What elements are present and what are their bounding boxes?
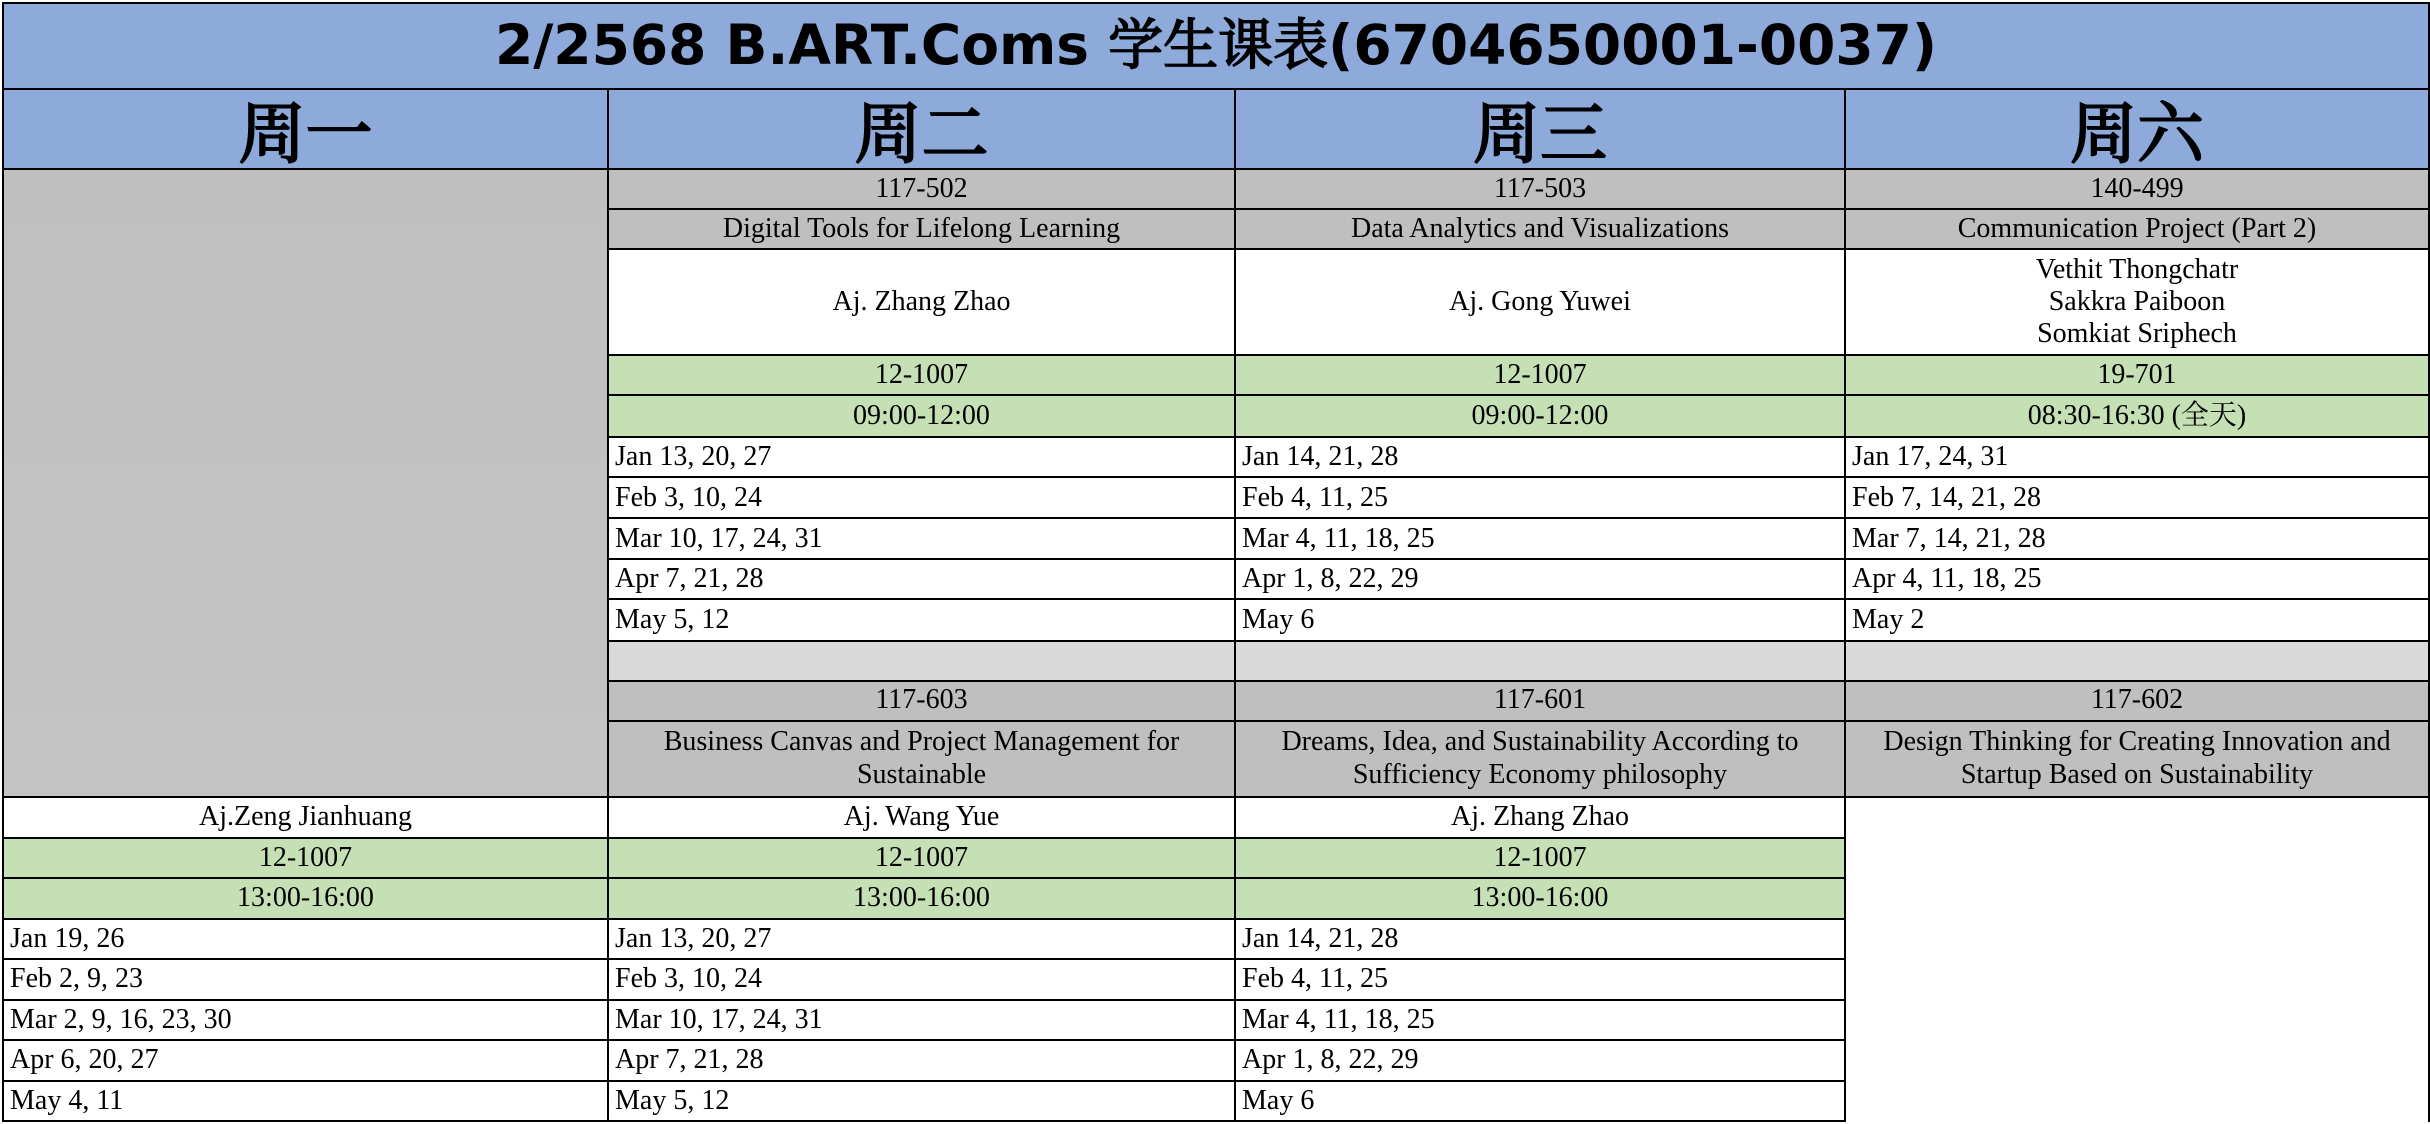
class-time: 13:00-16:00: [3, 878, 608, 919]
room-number: 12-1007: [1235, 355, 1845, 395]
course-name-line: Design Thinking for Creating Innovation and: [1883, 726, 2391, 758]
day-header-wednesday: 周三: [1235, 89, 1845, 169]
room-number: 19-701: [1845, 355, 2429, 395]
day-header-row: [3, 89, 2429, 169]
session-dates: Feb 7, 14, 21, 28: [1845, 477, 2429, 518]
course-code: 140-499: [1845, 169, 2429, 209]
teacher-name: Somkiat Sriphech: [2037, 318, 2237, 350]
course-code: 117-603: [608, 681, 1235, 721]
page-title: 2/2568 B.ART.Coms 学生课表(6704650001-0037): [3, 3, 2429, 89]
session-dates: Feb 4, 11, 25: [1235, 477, 1845, 518]
session-dates: Feb 2, 9, 23: [3, 959, 608, 1000]
session-dates: Jan 19, 26: [3, 919, 608, 959]
session-dates: Mar 4, 11, 18, 25: [1235, 518, 1845, 559]
session-dates: Apr 7, 21, 28: [608, 1040, 1235, 1081]
course-name: Communication Project (Part 2): [1845, 209, 2429, 249]
session-dates: May 4, 11: [3, 1081, 608, 1121]
session-dates: Apr 6, 20, 27: [3, 1040, 608, 1081]
teacher-name: Aj. Wang Yue: [608, 797, 1235, 838]
session-dates: Apr 7, 21, 28: [608, 559, 1235, 599]
spacer-cell: [1845, 641, 2429, 681]
session-dates: Feb 3, 10, 24: [608, 477, 1235, 518]
spacer-cell: [608, 641, 1235, 681]
class-time: 09:00-12:00: [608, 395, 1235, 437]
title-row: [3, 3, 2429, 89]
session-dates: Jan 13, 20, 27: [608, 437, 1235, 477]
course-code: 117-502: [608, 169, 1235, 209]
monday-morning-empty-cell: [3, 169, 608, 797]
session-dates: Mar 7, 14, 21, 28: [1845, 518, 2429, 559]
session-dates: Jan 14, 21, 28: [1235, 437, 1845, 477]
teacher-name: Aj. Zhang Zhao: [1235, 797, 1845, 838]
course-name: [608, 721, 1235, 797]
course-name-line: Business Canvas and Project Management for: [663, 726, 1180, 758]
session-dates: Mar 4, 11, 18, 25: [1235, 1000, 1845, 1040]
class-time: 13:00-16:00: [1235, 878, 1845, 919]
day-header-tuesday: 周二: [608, 89, 1235, 169]
session-dates: Apr 1, 8, 22, 29: [1235, 559, 1845, 599]
session-dates: Apr 1, 8, 22, 29: [1235, 1040, 1845, 1081]
day-header-saturday: 周六: [1845, 89, 2429, 169]
teacher-name: Vethit Thongchatr: [2035, 253, 2239, 285]
session-dates: Feb 4, 11, 25: [1235, 959, 1845, 1000]
session-dates: May 6: [1235, 599, 1845, 640]
teacher-list: [1845, 249, 2429, 355]
session-dates: Jan 14, 21, 28: [1235, 919, 1845, 959]
session-dates: Feb 3, 10, 24: [608, 959, 1235, 1000]
spacer-cell: [1235, 641, 1845, 681]
course-code: 117-601: [1235, 681, 1845, 721]
room-number: 12-1007: [608, 355, 1235, 395]
course-name-line: Sustainable: [856, 758, 987, 790]
course-code: 117-503: [1235, 169, 1845, 209]
class-time: 09:00-12:00: [1235, 395, 1845, 437]
room-number: 12-1007: [1235, 838, 1845, 878]
schedule-table: [2, 2, 2430, 1122]
course-code: 117-602: [1845, 681, 2429, 721]
course-name: [1235, 721, 1845, 797]
course-name: Data Analytics and Visualizations: [1235, 209, 1845, 249]
course-name-line: Sufficiency Economy philosophy: [1352, 758, 1728, 790]
teacher-name: Sakkra Paiboon: [2048, 286, 2226, 318]
session-dates: May 5, 12: [608, 1081, 1235, 1121]
room-number: 12-1007: [608, 838, 1235, 878]
session-dates: Mar 10, 17, 24, 31: [608, 518, 1235, 559]
session-dates: May 2: [1845, 599, 2429, 640]
class-time: 08:30-16:30 (全天): [1845, 395, 2429, 437]
course-name: [1845, 721, 2429, 797]
course-name-line: Dreams, Idea, and Sustainability According to: [1281, 726, 1799, 758]
class-time: 13:00-16:00: [608, 878, 1235, 919]
teacher-name: Aj.Zeng Jianhuang: [3, 797, 608, 838]
teacher-name: Aj. Zhang Zhao: [608, 249, 1235, 355]
course-name: Digital Tools for Lifelong Learning: [608, 209, 1235, 249]
session-dates: Apr 4, 11, 18, 25: [1845, 559, 2429, 599]
teacher-name: Aj. Gong Yuwei: [1235, 249, 1845, 355]
session-dates: May 5, 12: [608, 599, 1235, 640]
session-dates: Jan 13, 20, 27: [608, 919, 1235, 959]
session-dates: Jan 17, 24, 31: [1845, 437, 2429, 477]
session-dates: Mar 10, 17, 24, 31: [608, 1000, 1235, 1040]
room-number: 12-1007: [3, 838, 608, 878]
day-header-monday: 周一: [3, 89, 608, 169]
session-dates: May 6: [1235, 1081, 1845, 1121]
course-name-line: Startup Based on Sustainability: [1960, 758, 2314, 790]
session-dates: Mar 2, 9, 16, 23, 30: [3, 1000, 608, 1040]
